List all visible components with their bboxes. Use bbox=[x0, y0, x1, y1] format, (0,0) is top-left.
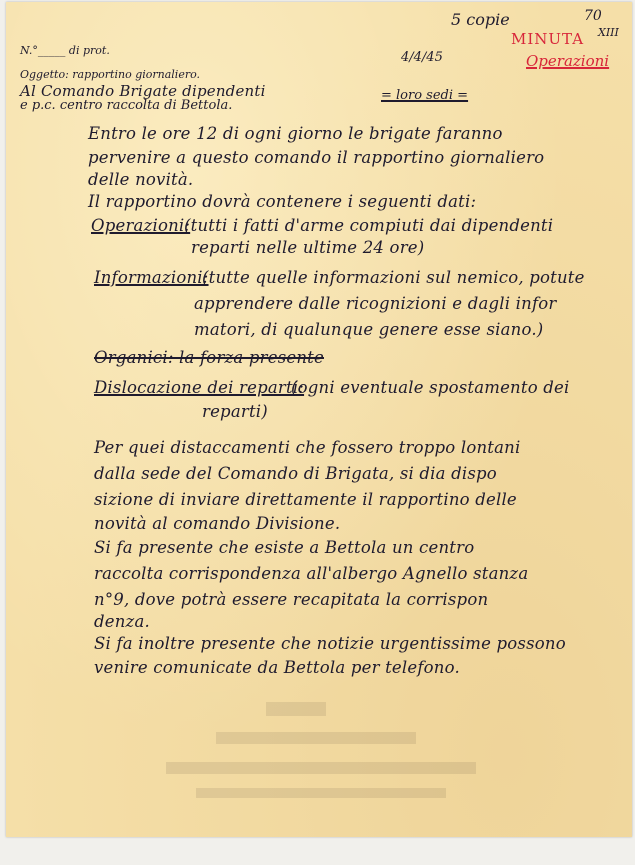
document-number: 70 bbox=[584, 8, 602, 24]
body-line: delle novità. bbox=[88, 170, 194, 189]
document-page bbox=[6, 2, 632, 837]
body-line: Il rapportino dovrà contenere i seguenti dati: bbox=[88, 192, 477, 211]
item-text: reparti nelle ultime 24 ore) bbox=[191, 238, 425, 257]
roman-numeral: XIII bbox=[598, 26, 619, 39]
item-label-operazioni: Operazioni: bbox=[91, 216, 191, 235]
body-line: denza. bbox=[94, 612, 150, 631]
item-text: (tutte quelle informazioni sul nemico, potute bbox=[202, 268, 585, 287]
body-line: venire comunicate da Bettola per telefono. bbox=[94, 658, 460, 677]
item-label-dislocazione: Dislocazione dei reparti: bbox=[94, 378, 305, 397]
body-line: Si fa presente che esiste a Bettola un centro bbox=[94, 538, 475, 557]
item-label-organici-struck: Organici: la forza presente bbox=[94, 348, 324, 367]
item-text: (ogni eventuale spostamento dei bbox=[291, 378, 570, 397]
minuta-label: MINUTA bbox=[511, 30, 585, 48]
body-line: sizione di inviare direttamente il rapportino delle bbox=[94, 490, 517, 509]
item-text: matori, di qualunque genere esse siano.) bbox=[194, 320, 544, 339]
document-date: 4/4/45 bbox=[401, 50, 443, 65]
item-text: reparti) bbox=[202, 402, 268, 421]
body-line: n°9, dove potrà essere recapitata la corrispon bbox=[94, 590, 489, 609]
faded-stamp-bleedthrough bbox=[156, 692, 486, 812]
copies-note: 5 copie bbox=[451, 10, 510, 29]
recipient-line-1: Al Comando Brigate dipendenti bbox=[20, 82, 266, 100]
body-line: dalla sede del Comando di Brigata, si dia dispo bbox=[94, 464, 497, 483]
item-label-informazioni: Informazioni: bbox=[94, 268, 209, 287]
body-line: Si fa inoltre presente che notizie urgentissime possono bbox=[94, 634, 566, 653]
body-line: raccolta corrispondenza all'albergo Agnello stanza bbox=[94, 564, 529, 583]
body-line: pervenire a questo comando il rapportino giornaliero bbox=[88, 148, 545, 167]
operazioni-label: Operazioni bbox=[526, 52, 610, 70]
body-line: novità al comando Divisione. bbox=[94, 514, 341, 533]
protocol-line: N.°_____ di prot. bbox=[20, 44, 110, 57]
body-line: Entro le ore 12 di ogni giorno le brigate faranno bbox=[88, 124, 503, 143]
body-line: Per quei distaccamenti che fossero troppo lontani bbox=[94, 438, 521, 457]
item-text: apprendere dalle ricognizioni e dagli infor bbox=[194, 294, 557, 313]
subject-line: Oggetto: rapportino giornaliero. bbox=[20, 68, 201, 81]
item-text: (tutti i fatti d'arme compiuti dai dipendenti bbox=[184, 216, 554, 235]
recipient-location: = loro sedi = bbox=[381, 88, 469, 103]
recipient-line-2: e p.c. centro raccolta di Bettola. bbox=[20, 98, 233, 113]
